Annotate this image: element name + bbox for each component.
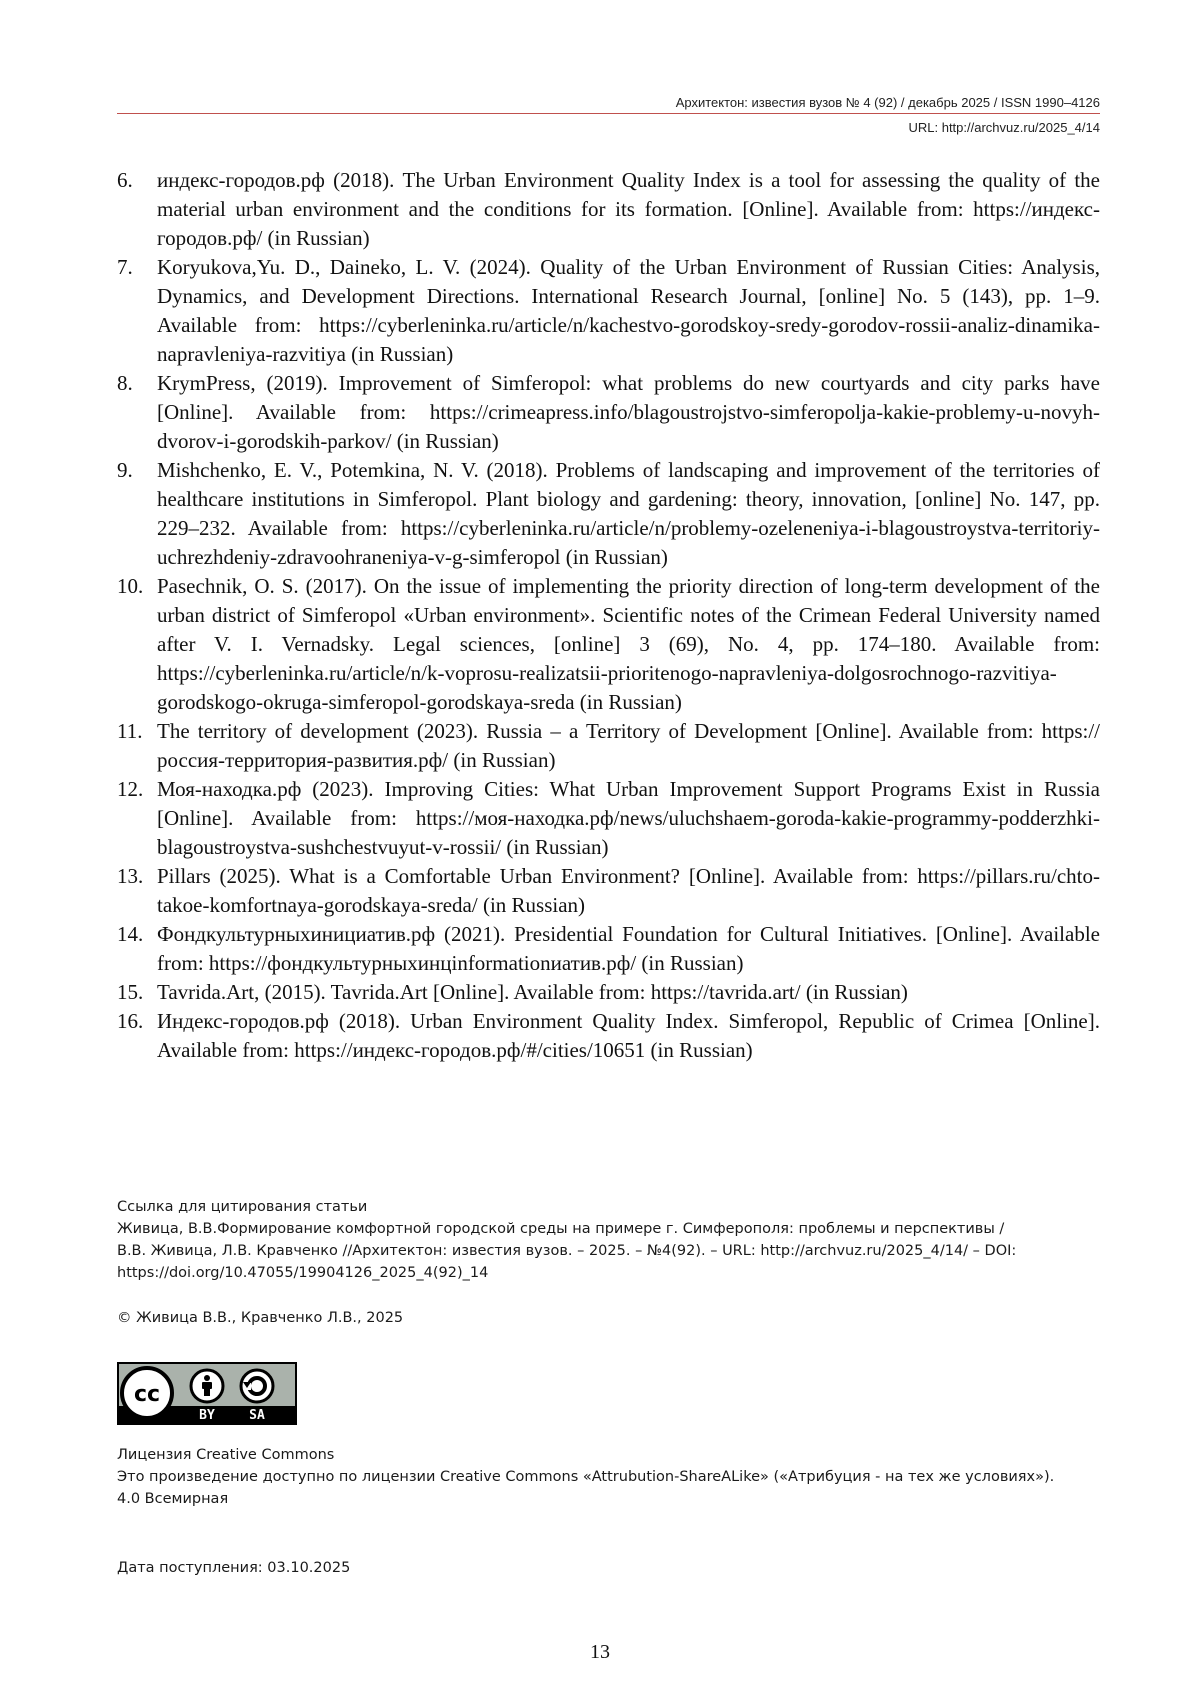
running-header [117, 94, 1100, 137]
badge-by-label: BY [199, 1408, 215, 1423]
reference-number: 13. [117, 864, 144, 888]
article-url: URL: http://archvuz.ru/2025_4/14 [908, 120, 1100, 135]
license-block [117, 1444, 1140, 1510]
copyright-notice: © Живица В.В., Кравченко Л.В., 2025 [117, 1310, 404, 1326]
citation-line: В.В. Живица, Л.В. Кравченко //Архитектон: известия вузов. – 2025. – №4(92). – URL: http://archvuz.ru/2025_4/14/ – DOI: [117, 1243, 1017, 1259]
share-alike-icon [241, 1370, 273, 1402]
citation-block [117, 1196, 1100, 1329]
reference-text: Pillars (2025). What is a Comfortable Urban Environment? [Online]. Available from: https://pillars.ru/chto-takoe-komfortnaya-gorodskaya-sreda/ (in Russian) [157, 864, 1100, 917]
reference-item [117, 166, 1100, 253]
cc-badge-graphic [119, 1364, 295, 1423]
reference-item [117, 920, 1100, 978]
reference-item [117, 862, 1100, 920]
reference-item [117, 369, 1100, 456]
reference-number: 6. [117, 168, 133, 192]
license-scope: 4.0 Всемирная [117, 1491, 229, 1507]
reference-text: Mishchenko, E. V., Potemkina, N. V. (2018). Problems of landscaping and improvement of the territories of healthcare institutions in Simferopol. Plant biology and gardening: theory, innovation, [online] No. 147, pp. 229–232. Available from: https://cyberleninka.ru/article/n/problemy-ozeleneniya-i-blagoustroystva-territoriy-uchrezhdeniy-zdravoohraneniya-v-g-simferopol (in Russian) [157, 458, 1100, 569]
citation-line: Живица, В.В.Формирование комфортной городской среды на примере г. Симферополя: проблемы и перспективы / [117, 1221, 1005, 1237]
reference-item [117, 572, 1100, 717]
journal-title: Архитектон: известия вузов № 4 (92) / декабрь 2025 / ISSN 1990–4126 [675, 95, 1100, 110]
svg-text:cc: cc [133, 1382, 161, 1407]
reference-number: 8. [117, 371, 133, 395]
citation-doi: https://doi.org/10.47055/19904126_2025_4(92)_14 [117, 1265, 489, 1281]
citation-heading: Ссылка для цитирования статьи [117, 1199, 368, 1215]
reference-number: 7. [117, 255, 133, 279]
reference-item [117, 978, 1100, 1007]
license-title: Лицензия Creative Commons [117, 1447, 335, 1463]
reference-number: 16. [117, 1009, 144, 1033]
license-text: Это произведение доступно по лицензии Creative Commons «Attrubution-ShareALike» («Атрибуция - на тех же условиях»). [117, 1469, 1055, 1485]
reference-number: 10. [117, 574, 144, 598]
received-date: Дата поступления: 03.10.2025 [117, 1560, 351, 1576]
reference-text: Фондкультурныхинициатив.рф (2021). Presidential Foundation for Cultural Initiatives. [Online]. Available from: https://фондкультурныхинцinformationиатив.рф/ (in Russian) [157, 922, 1100, 975]
reference-item [117, 1007, 1100, 1065]
reference-number: 14. [117, 922, 144, 946]
badge-sa-label: SA [249, 1408, 265, 1423]
spacer [117, 1284, 1100, 1307]
reference-number: 9. [117, 458, 133, 482]
reference-item [117, 456, 1100, 572]
reference-text: Индекс-городов.рф (2018). Urban Environment Quality Index. Simferopol, Republic of Crimea [Online]. Available from: https://индекс-городов.рф/#/cities/10651 (in Russian) [157, 1009, 1100, 1062]
cc-by-sa-badge [117, 1362, 297, 1425]
attribution-icon [191, 1370, 223, 1402]
page-number: 13 [590, 1641, 610, 1663]
reference-text: индекс-городов.рф (2018). The Urban Environment Quality Index is a tool for assessing the quality of the material urban environment and the conditions for its formation. [Online]. Available from: https://индекс-городов.рф/ (in Russian) [157, 168, 1100, 250]
reference-text: Tavrida.Art, (2015). Tavrida.Art [Online]. Available from: https://tavrida.art/ (in Russian) [157, 980, 908, 1004]
reference-item [117, 253, 1100, 369]
reference-text: Моя-находка.рф (2023). Improving Cities: What Urban Improvement Support Programs Exist in Russia [Online]. Available from: https://моя-находка.рф/news/uluchshaem-goroda-kakie-programmy-podderzhki-blagoustroystva-sushchestvuyut-v-rossii/ (in Russian) [157, 777, 1100, 859]
reference-list [117, 166, 1100, 1065]
reference-item [117, 775, 1100, 862]
cc-icon [122, 1368, 172, 1418]
reference-text: Koryukova,Yu. D., Daineko, L. V. (2024). Quality of the Urban Environment of Russian Cities: Analysis, Dynamics, and Development Directions. International Research Journal, [online] No. 5 (143), pp. 1–9. Available from: https://cyberleninka.ru/article/n/kachestvo-gorodskoy-sredy-gorodov-rossii-analiz-dinamika-napravleniya-razvitiya (in Russian) [157, 255, 1100, 366]
header-rule [117, 113, 1100, 114]
reference-number: 11. [117, 719, 143, 743]
reference-number: 12. [117, 777, 144, 801]
reference-number: 15. [117, 980, 144, 1004]
reference-item [117, 717, 1100, 775]
reference-text: Pasechnik, O. S. (2017). On the issue of implementing the priority direction of long-term development of the urban district of Simferopol «Urban environment». Scientific notes of the Crimean Federal University named after V. I. Vernadsky. Legal sciences, [online] 3 (69), No. 4, pp. 174–180. Available from: https://cyberleninka.ru/article/n/k-voprosu-realizatsii-prioritenogo-napravleniya-dolgosrochnogo-razvitiya-gorodskogo-okruga-simferopol-gorodskaya-sreda (in Russian) [157, 574, 1100, 714]
reference-text: The territory of development (2023). Russia – a Territory of Development [Online]. Available from: https://россия-территория-развития.рф/ (in Russian) [157, 719, 1100, 772]
reference-text: KrymPress, (2019). Improvement of Simferopol: what problems do new courtyards and city parks have [Online]. Available from: https://crimeapress.info/blagoustrojstvo-simferopolja-kakie-problemy-u-novyh-dvorov-i-gorodskih-parkov/ (in Russian) [157, 371, 1100, 453]
